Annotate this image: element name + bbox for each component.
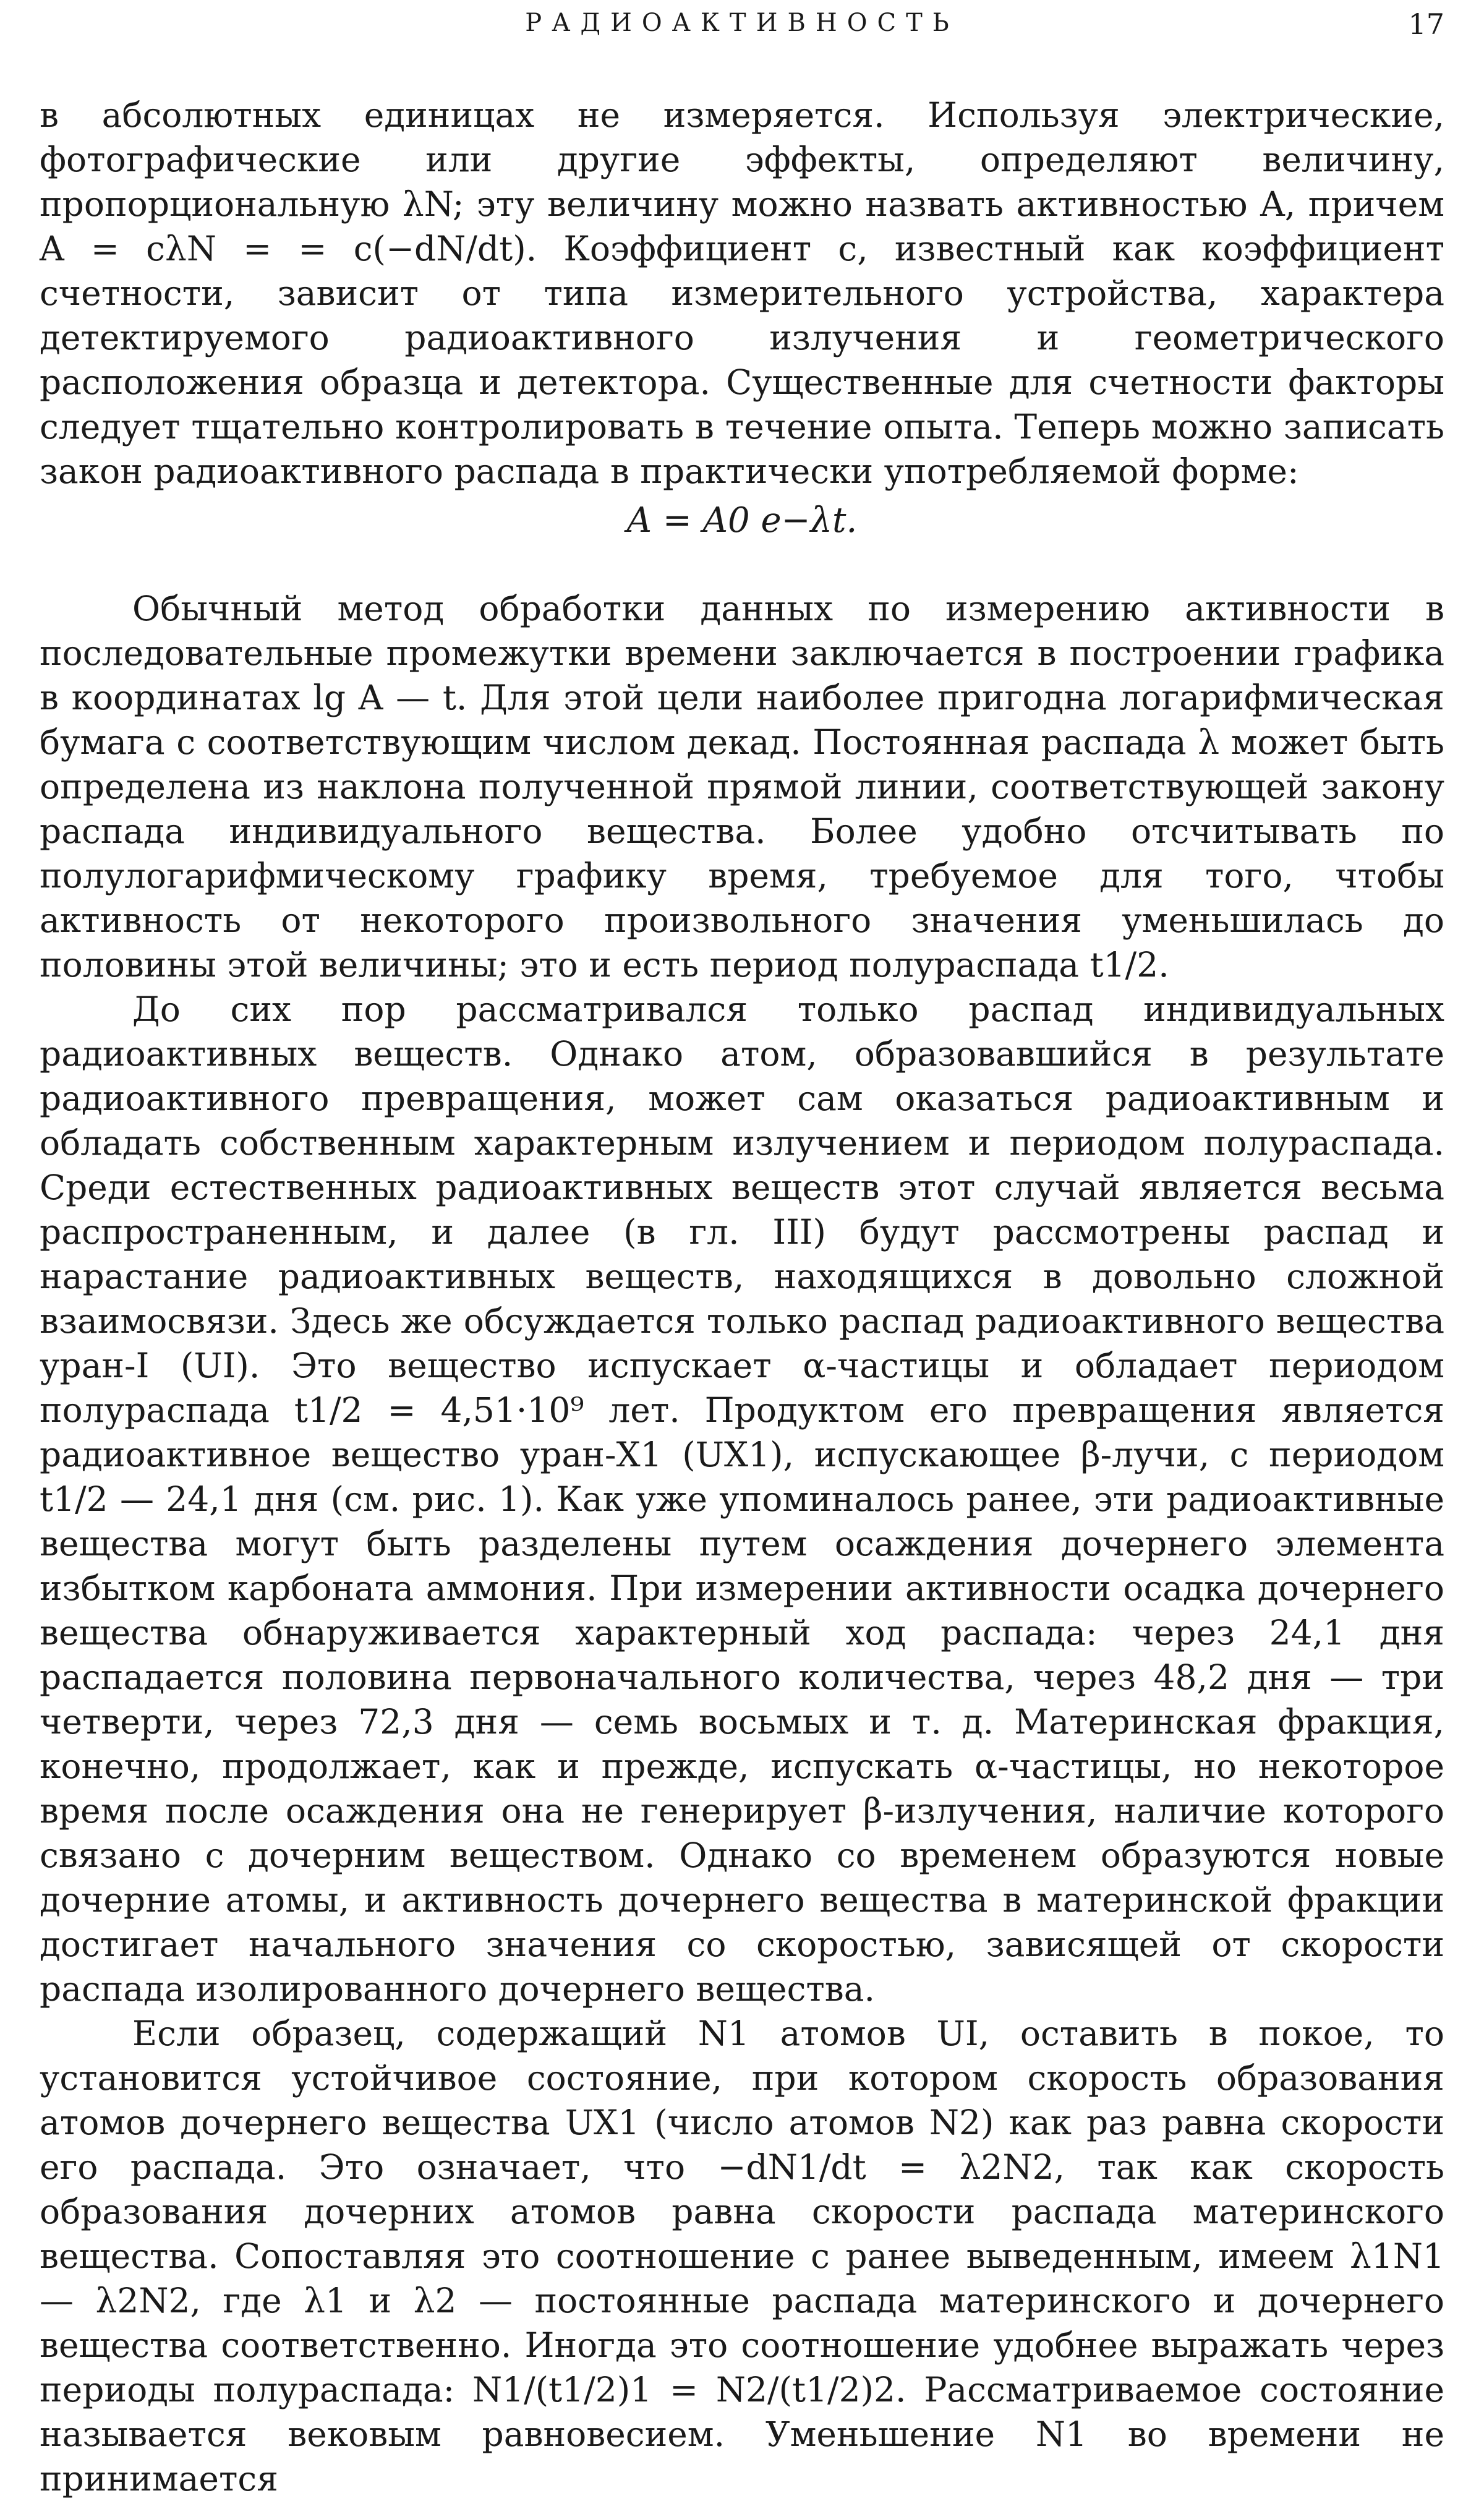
- running-title: РАДИОАКТИВНОСТЬ: [525, 9, 959, 37]
- page-number: 17: [1408, 7, 1444, 41]
- paragraph-2: Обычный метод обработки данных по измерению активности в последовательные промежутки времени заключается в построении графика в координатах lg A — t. Для этой цели наиболее пригодна логарифмическая бумага с соответствующим числом декад. Постоянная распада λ может быть определена из наклона полученной прямой линии, соответствующей закону распада индивидуального вещества. Более удобно отсчитывать по полулогарифмическому графику время, требуемое для того, чтобы активность от некоторого произвольного значения уменьшилась до половины этой величины; это и есть период полураспада t1/2.: [40, 589, 1444, 985]
- paragraph-1: в абсолютных единицах не измеряется. Используя электрические, фотографические или другие эффекты, определяют величину, пропорциональную λN; эту величину можно назвать активностью A, причем A = cλN = = c(−dN/dt). Коэффициент c, известный как коэффициент счетности, зависит от типа измерительного устройства, характера детектируемого радиоактивного излучения и геометрического расположения образца и детектора. Существенные для счетности факторы следует тщательно контролировать в течение опыта. Теперь можно записать закон радиоактивного распада в практически употребляемой форме:: [40, 95, 1444, 491]
- decay-law-formula: A = A0 e−λt.: [626, 500, 858, 541]
- running-head: [40, 7, 1444, 45]
- book-page: [40, 0, 1444, 2499]
- body-text: [40, 93, 1444, 2501]
- paragraph-3: До сих пор рассматривался только распад индивидуальных радиоактивных веществ. Однако атом, образовавшийся в результате радиоактивного превращения, может сам оказаться радиоактивным и обладать собственным характерным излучением и периодом полураспада. Среди естественных радиоактивных веществ этот случай является весьма распространенным, и далее (в гл. III) будут рассмотрены распад и нарастание радиоактивных веществ, находящихся в довольно сложной взаимосвязи. Здесь же обсуждается только распад радиоактивного вещества уран-I (UI). Это вещество испускает α-частицы и обладает периодом полураспада t1/2 = 4,51·10⁹ лет. Продуктом его превращения является радиоактивное вещество уран-X1 (UX1), испускающее β-лучи, с периодом t1/2 — 24,1 дня (см. рис. 1). Как уже упоминалось ранее, эти радиоактивные вещества могут быть разделены путем осаждения дочернего элемента избытком карбоната аммония. При измерении активности осадка дочернего вещества обнаруживается характерный ход распада: через 24,1 дня распадается половина первоначального количества, через 48,2 дня — три четверти, через 72,3 дня — семь восьмых и т. д. Материнская фракция, конечно, продолжает, как и прежде, испускать α-частицы, но некоторое время после осаждения она не генерирует β-излучения, наличие которого связано с дочерним веществом. Однако со временем образуются новые дочерние атомы, и активность дочернего вещества в материнской фракции достигает начального значения со скоростью, зависящей от скорости распада изолированного дочернего вещества.: [40, 990, 1444, 2009]
- paragraph-4: Если образец, содержащий N1 атомов UI, оставить в покое, то установится устойчивое состояние, при котором скорость образования атомов дочернего вещества UX1 (число атомов N2) как раз равна скорости его распада. Это означает, что −dN1/dt = λ2N2, так как скорость образования дочерних атомов равна скорости распада материнского вещества. Сопоставляя это соотношение с ранее выведенным, имеем λ1N1 — λ2N2, где λ1 и λ2 — постоянные распада материнского и дочернего вещества соответственно. Иногда это соотношение удобнее выражать через периоды полураспада: N1/(t1/2)1 = N2/(t1/2)2. Рассматриваемое состояние называется вековым равновесием. Уменьшение N1 во времени не принимается: [40, 2014, 1444, 2499]
